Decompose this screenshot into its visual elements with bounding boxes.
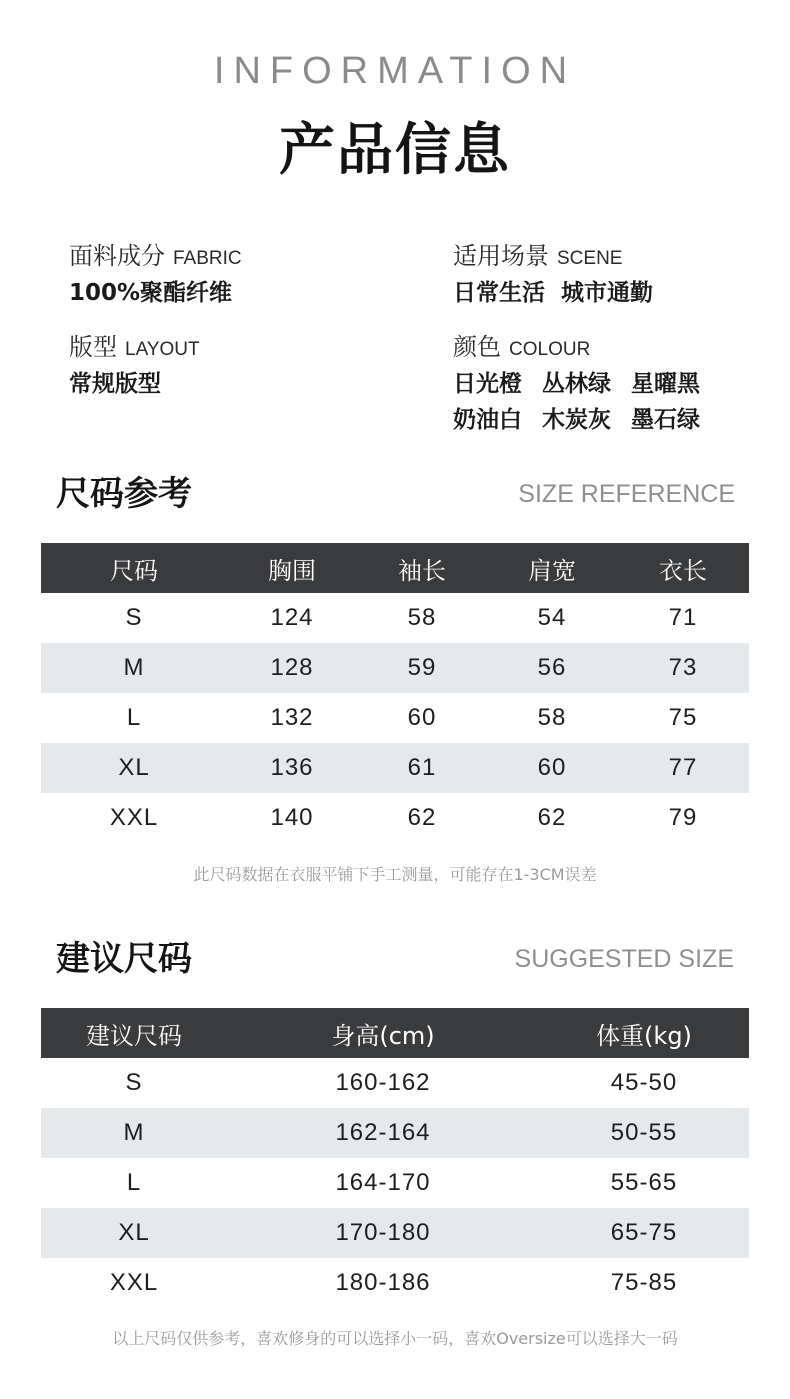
table-cell: XXL	[109, 1269, 159, 1296]
table-cell: 59	[357, 643, 487, 693]
table-cell: 54	[537, 604, 567, 631]
table-cell: 75	[668, 704, 698, 731]
size-reference-note: 此尺码数据在衣服平铺下手工测量，可能存在1-3CM误差	[193, 865, 597, 884]
colour-option: 墨石绿	[631, 407, 700, 433]
table-cell: 65-75	[539, 1208, 749, 1258]
table-row	[41, 1258, 749, 1308]
table-cell: 77	[617, 743, 749, 793]
colour-option: 奶油白	[453, 407, 522, 433]
table-cell: L	[126, 1169, 142, 1196]
fabric-label-en: FABRIC	[173, 248, 242, 269]
table-cell: 58	[407, 604, 437, 631]
colour-label-en: COLOUR	[509, 339, 591, 360]
scene-value: 日常生活 城市通勤	[453, 280, 654, 306]
table-cell: 62	[407, 804, 437, 831]
colour-option: 星曜黑	[631, 371, 700, 397]
size-reference-table	[41, 543, 749, 843]
column-header: 身高(cm)	[227, 1008, 539, 1058]
scene-label-cn: 适用场景	[453, 242, 549, 270]
table-cell: 60	[487, 743, 617, 793]
table-row	[41, 1208, 749, 1258]
fabric-label	[69, 236, 242, 271]
table-cell: S	[125, 1069, 143, 1096]
table-cell: 55-65	[610, 1169, 678, 1196]
table-header-row	[41, 1008, 749, 1058]
table-cell: 73	[617, 643, 749, 693]
table-cell: XL	[41, 743, 227, 793]
suggested-size-title: 建议尺码	[56, 939, 192, 979]
table-row	[41, 593, 749, 643]
fabric-value: 100%聚酯纤维	[69, 280, 233, 306]
table-row	[41, 1158, 749, 1208]
size-reference-title: 尺码参考	[56, 474, 192, 514]
table-cell: 75-85	[610, 1269, 678, 1296]
table-cell: 50-55	[539, 1108, 749, 1158]
table-cell: 160-162	[335, 1069, 431, 1096]
column-header: 胸围	[227, 543, 357, 593]
table-cell: 71	[668, 604, 698, 631]
colour-row-2	[453, 401, 720, 434]
table-cell: XXL	[109, 804, 159, 831]
page-title: 产品信息	[279, 118, 511, 183]
layout-label-en: LAYOUT	[125, 339, 200, 360]
size-reference-subtitle: SIZE REFERENCE	[518, 480, 735, 508]
column-header: 尺码	[41, 543, 227, 593]
table-row	[41, 693, 749, 743]
table-cell: 60	[407, 704, 437, 731]
table-cell: 180-186	[335, 1269, 431, 1296]
column-header: 衣长	[617, 543, 749, 593]
table-cell: 61	[357, 743, 487, 793]
table-cell: M	[41, 1108, 227, 1158]
table-cell: 45-50	[610, 1069, 678, 1096]
table-cell: 79	[668, 804, 698, 831]
suggested-size-table	[41, 1008, 749, 1308]
suggested-size-note: 以上尺码仅供参考，喜欢修身的可以选择小一码，喜欢Oversize可以选择大一码	[112, 1329, 678, 1348]
colour-label-cn: 颜色	[453, 333, 501, 361]
table-row	[41, 743, 749, 793]
table-cell: XL	[41, 1208, 227, 1258]
table-cell: 56	[487, 643, 617, 693]
column-header: 肩宽	[487, 543, 617, 593]
table-cell: 132	[270, 704, 314, 731]
table-header-row	[41, 543, 749, 593]
colour-label	[453, 327, 590, 362]
scene-label	[453, 236, 622, 271]
table-cell: 170-180	[227, 1208, 539, 1258]
table-cell: 124	[270, 604, 314, 631]
table-cell: 58	[537, 704, 567, 731]
layout-label-cn: 版型	[69, 333, 117, 361]
table-row	[41, 1058, 749, 1108]
table-row	[41, 793, 749, 843]
column-header: 建议尺码	[41, 1008, 227, 1058]
table-cell: 162-164	[227, 1108, 539, 1158]
table-cell: 128	[227, 643, 357, 693]
table-cell: 62	[537, 804, 567, 831]
layout-label	[69, 327, 200, 362]
table-cell: M	[41, 643, 227, 693]
table-cell: S	[125, 604, 143, 631]
colour-option: 丛林绿	[542, 371, 611, 397]
table-cell: L	[126, 704, 142, 731]
colour-option: 木炭灰	[542, 407, 611, 433]
layout-value: 常规版型	[69, 371, 161, 397]
scene-label-en: SCENE	[557, 248, 623, 269]
table-cell: 140	[270, 804, 314, 831]
table-cell: 136	[227, 743, 357, 793]
column-header: 体重(kg)	[539, 1008, 749, 1058]
table-cell: 164-170	[335, 1169, 431, 1196]
colour-row-1	[453, 365, 720, 398]
english-title: INFORMATION	[213, 50, 577, 92]
table-row	[41, 643, 749, 693]
fabric-label-cn: 面料成分	[69, 242, 165, 270]
table-row	[41, 1108, 749, 1158]
colour-option: 日光橙	[453, 371, 522, 397]
column-header: 袖长	[357, 543, 487, 593]
suggested-size-subtitle: SUGGESTED SIZE	[514, 945, 734, 973]
